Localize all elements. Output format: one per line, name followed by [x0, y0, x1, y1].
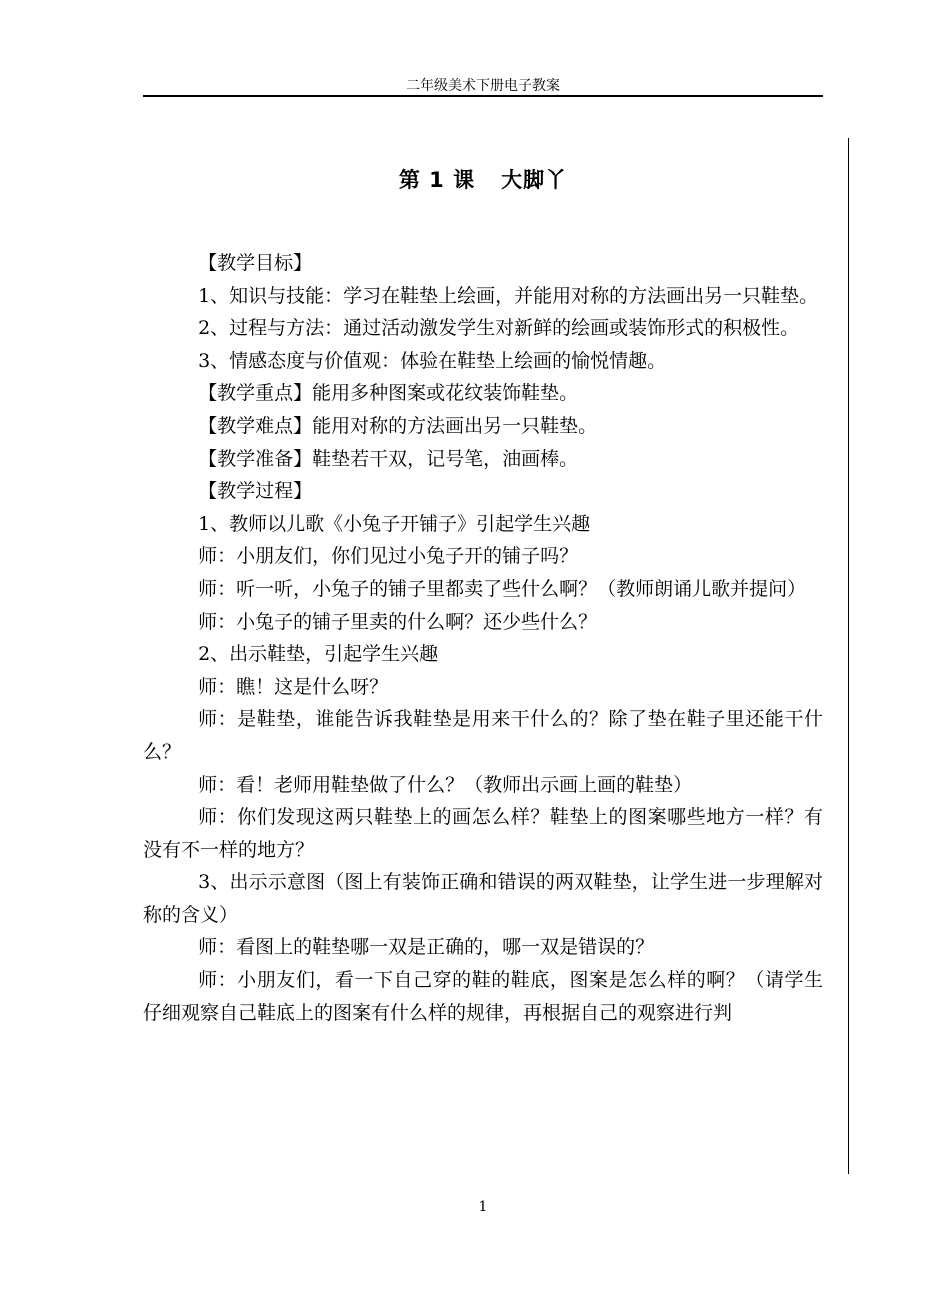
process-step: 2、出示鞋垫，引起学生兴趣	[198, 643, 439, 666]
teacher-line: 师：小朋友们，你们见过小兔子开的铺子吗？	[198, 545, 579, 568]
key-point: 【教学重点】能用多种图案或花纹装饰鞋垫。	[198, 382, 579, 405]
lesson-title	[143, 166, 823, 194]
objective-knowledge: 1、知识与技能：学习在鞋垫上绘画，并能用对称的方法画出另一只鞋垫。	[198, 284, 819, 307]
lesson-number: 第 1 课	[398, 168, 476, 192]
objective-process: 2、过程与方法：通过活动激发学生对新鲜的绘画或装饰形式的积极性。	[198, 317, 800, 340]
teacher-line: 师：小朋友们，看一下自己穿的鞋的鞋底，图案是怎么样的啊？（请学生仔细观察自己鞋底上的图案有什么样的规律，再根据自己的观察进行判	[143, 969, 823, 1024]
teacher-line: 师：是鞋垫，谁能告诉我鞋垫是用来干什么的？除了垫在鞋子里还能干什么？	[143, 708, 823, 763]
running-header: 二年级美术下册电子教案	[406, 78, 560, 94]
teacher-line: 师：看图上的鞋垫哪一双是正确的，哪一双是错误的？	[198, 936, 655, 959]
lesson-body	[143, 247, 823, 1029]
section-heading-process: 【教学过程】	[198, 480, 313, 503]
objective-attitude: 3、情感态度与价值观：体验在鞋垫上绘画的愉悦情趣。	[198, 349, 667, 372]
page-number: 1	[478, 1199, 488, 1215]
difficult-point: 【教学难点】能用对称的方法画出另一只鞋垫。	[198, 414, 598, 437]
section-heading-objectives: 【教学目标】	[198, 252, 313, 274]
process-step: 3、出示示意图（图上有装饰正确和错误的两双鞋垫，让学生进一步理解对称的含义）	[143, 871, 823, 926]
lesson-name: 大脚丫	[501, 168, 568, 192]
teacher-line: 师：瞧！这是什么呀？	[198, 675, 389, 698]
header-rule	[143, 95, 823, 97]
margin-rule	[848, 138, 849, 1174]
teacher-line: 师：你们发现这两只鞋垫上的画怎么样？鞋垫上的图案哪些地方一样？有没有不一样的地方？	[143, 806, 823, 861]
teacher-line: 师：看！老师用鞋垫做了什么？（教师出示画上画的鞋垫）	[198, 773, 693, 796]
preparation: 【教学准备】鞋垫若干双，记号笔，油画棒。	[198, 447, 579, 470]
teacher-line: 师：听一听，小兔子的铺子里都卖了些什么啊？（教师朗诵儿歌并提问）	[198, 577, 807, 600]
process-step: 1、教师以儿歌《小兔子开铺子》引起学生兴趣	[198, 512, 591, 535]
teacher-line: 师：小兔子的铺子里卖的什么啊？还少些什么？	[198, 610, 598, 633]
